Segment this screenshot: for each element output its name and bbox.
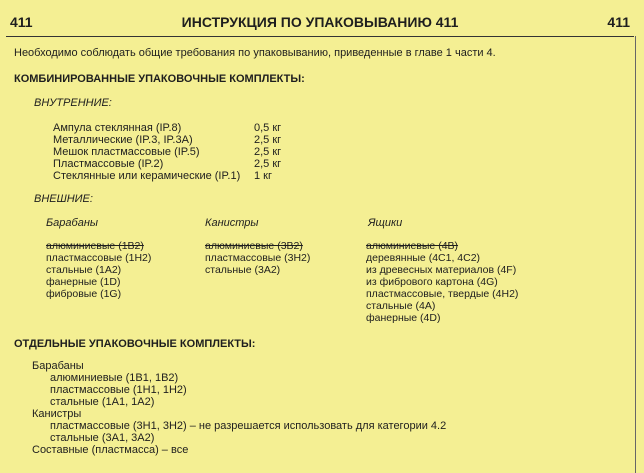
inner-item-qty: 1 кг — [254, 170, 272, 182]
box-item: из древесных материалов (4F) — [366, 264, 517, 276]
single-jerrican-item: стальные (3A1, 3A2) — [50, 432, 155, 444]
inner-item-name: Пластмассовые (IP.2) — [53, 158, 164, 170]
box-item: алюминиевые (4B) — [366, 240, 459, 252]
single-drum-item: алюминиевые (1B1, 1B2) — [50, 372, 179, 384]
inner-item-name: Стеклянные или керамические (IP.1) — [53, 170, 241, 182]
single-jerrican-item: пластмассовые (3H1, 3H2) – не разрешается использовать для категории 4.2 — [50, 420, 447, 432]
drum-item: алюминиевые (1B2) — [46, 240, 144, 252]
intro-text: Необходимо соблюдать общие требования по упаковыванию, приведенные в главе 1 части 4. — [14, 47, 496, 59]
drum-item: стальные (1A2) — [46, 264, 122, 276]
inner-item-qty: 0,5 кг — [254, 122, 282, 134]
box-item: стальные (4A) — [366, 300, 436, 312]
boxes-column-heading: Ящики — [368, 217, 403, 229]
inner-label: ВНУТРЕННИЕ: — [34, 97, 112, 109]
inner-item-name: Ампула стеклянная (IP.8) — [53, 122, 182, 134]
box-item: фанерные (4D) — [366, 312, 441, 324]
inner-item-name: Металлические (IP.3, IP.3A) — [53, 134, 193, 146]
single-composite-item: Составные (пластмасса) – все — [32, 444, 189, 456]
instruction-number-left: 411 — [10, 14, 33, 30]
inner-item-qty: 2,5 кг — [254, 146, 282, 158]
outer-label: ВНЕШНИЕ: — [34, 193, 93, 205]
single-jerricans-heading: Канистры — [32, 408, 82, 420]
jerricans-column-heading: Канистры — [205, 217, 259, 229]
drum-item: фибровые (1G) — [46, 288, 122, 300]
page-header — [6, 8, 634, 37]
right-border-rule — [635, 36, 636, 473]
box-item: пластмассовые, твердые (4H2) — [366, 288, 519, 300]
page-title: ИНСТРУКЦИЯ ПО УПАКОВЫВАНИЮ 411 — [181, 14, 459, 30]
drums-column-heading: Барабаны — [46, 217, 98, 229]
jerrican-item: алюминиевые (3B2) — [205, 240, 303, 252]
single-drums-heading: Барабаны — [32, 360, 84, 372]
inner-item-name: Мешок пластмассовые (IP.5) — [53, 146, 200, 158]
instruction-number-right: 411 — [607, 14, 630, 30]
combined-heading: КОМБИНИРОВАННЫЕ УПАКОВОЧНЫЕ КОМПЛЕКТЫ: — [14, 73, 305, 85]
jerrican-item: пластмассовые (3H2) — [205, 252, 311, 264]
single-heading: ОТДЕЛЬНЫЕ УПАКОВОЧНЫЕ КОМПЛЕКТЫ: — [14, 338, 256, 350]
box-item: из фибрового картона (4G) — [366, 276, 498, 288]
inner-item-qty: 2,5 кг — [254, 158, 282, 170]
single-drum-item: пластмассовые (1H1, 1H2) — [50, 384, 187, 396]
inner-item-qty: 2,5 кг — [254, 134, 282, 146]
drum-item: фанерные (1D) — [46, 276, 121, 288]
single-drum-item: стальные (1A1, 1A2) — [50, 396, 155, 408]
jerrican-item: стальные (3A2) — [205, 264, 281, 276]
box-item: деревянные (4C1, 4C2) — [366, 252, 481, 264]
drum-item: пластмассовые (1H2) — [46, 252, 152, 264]
